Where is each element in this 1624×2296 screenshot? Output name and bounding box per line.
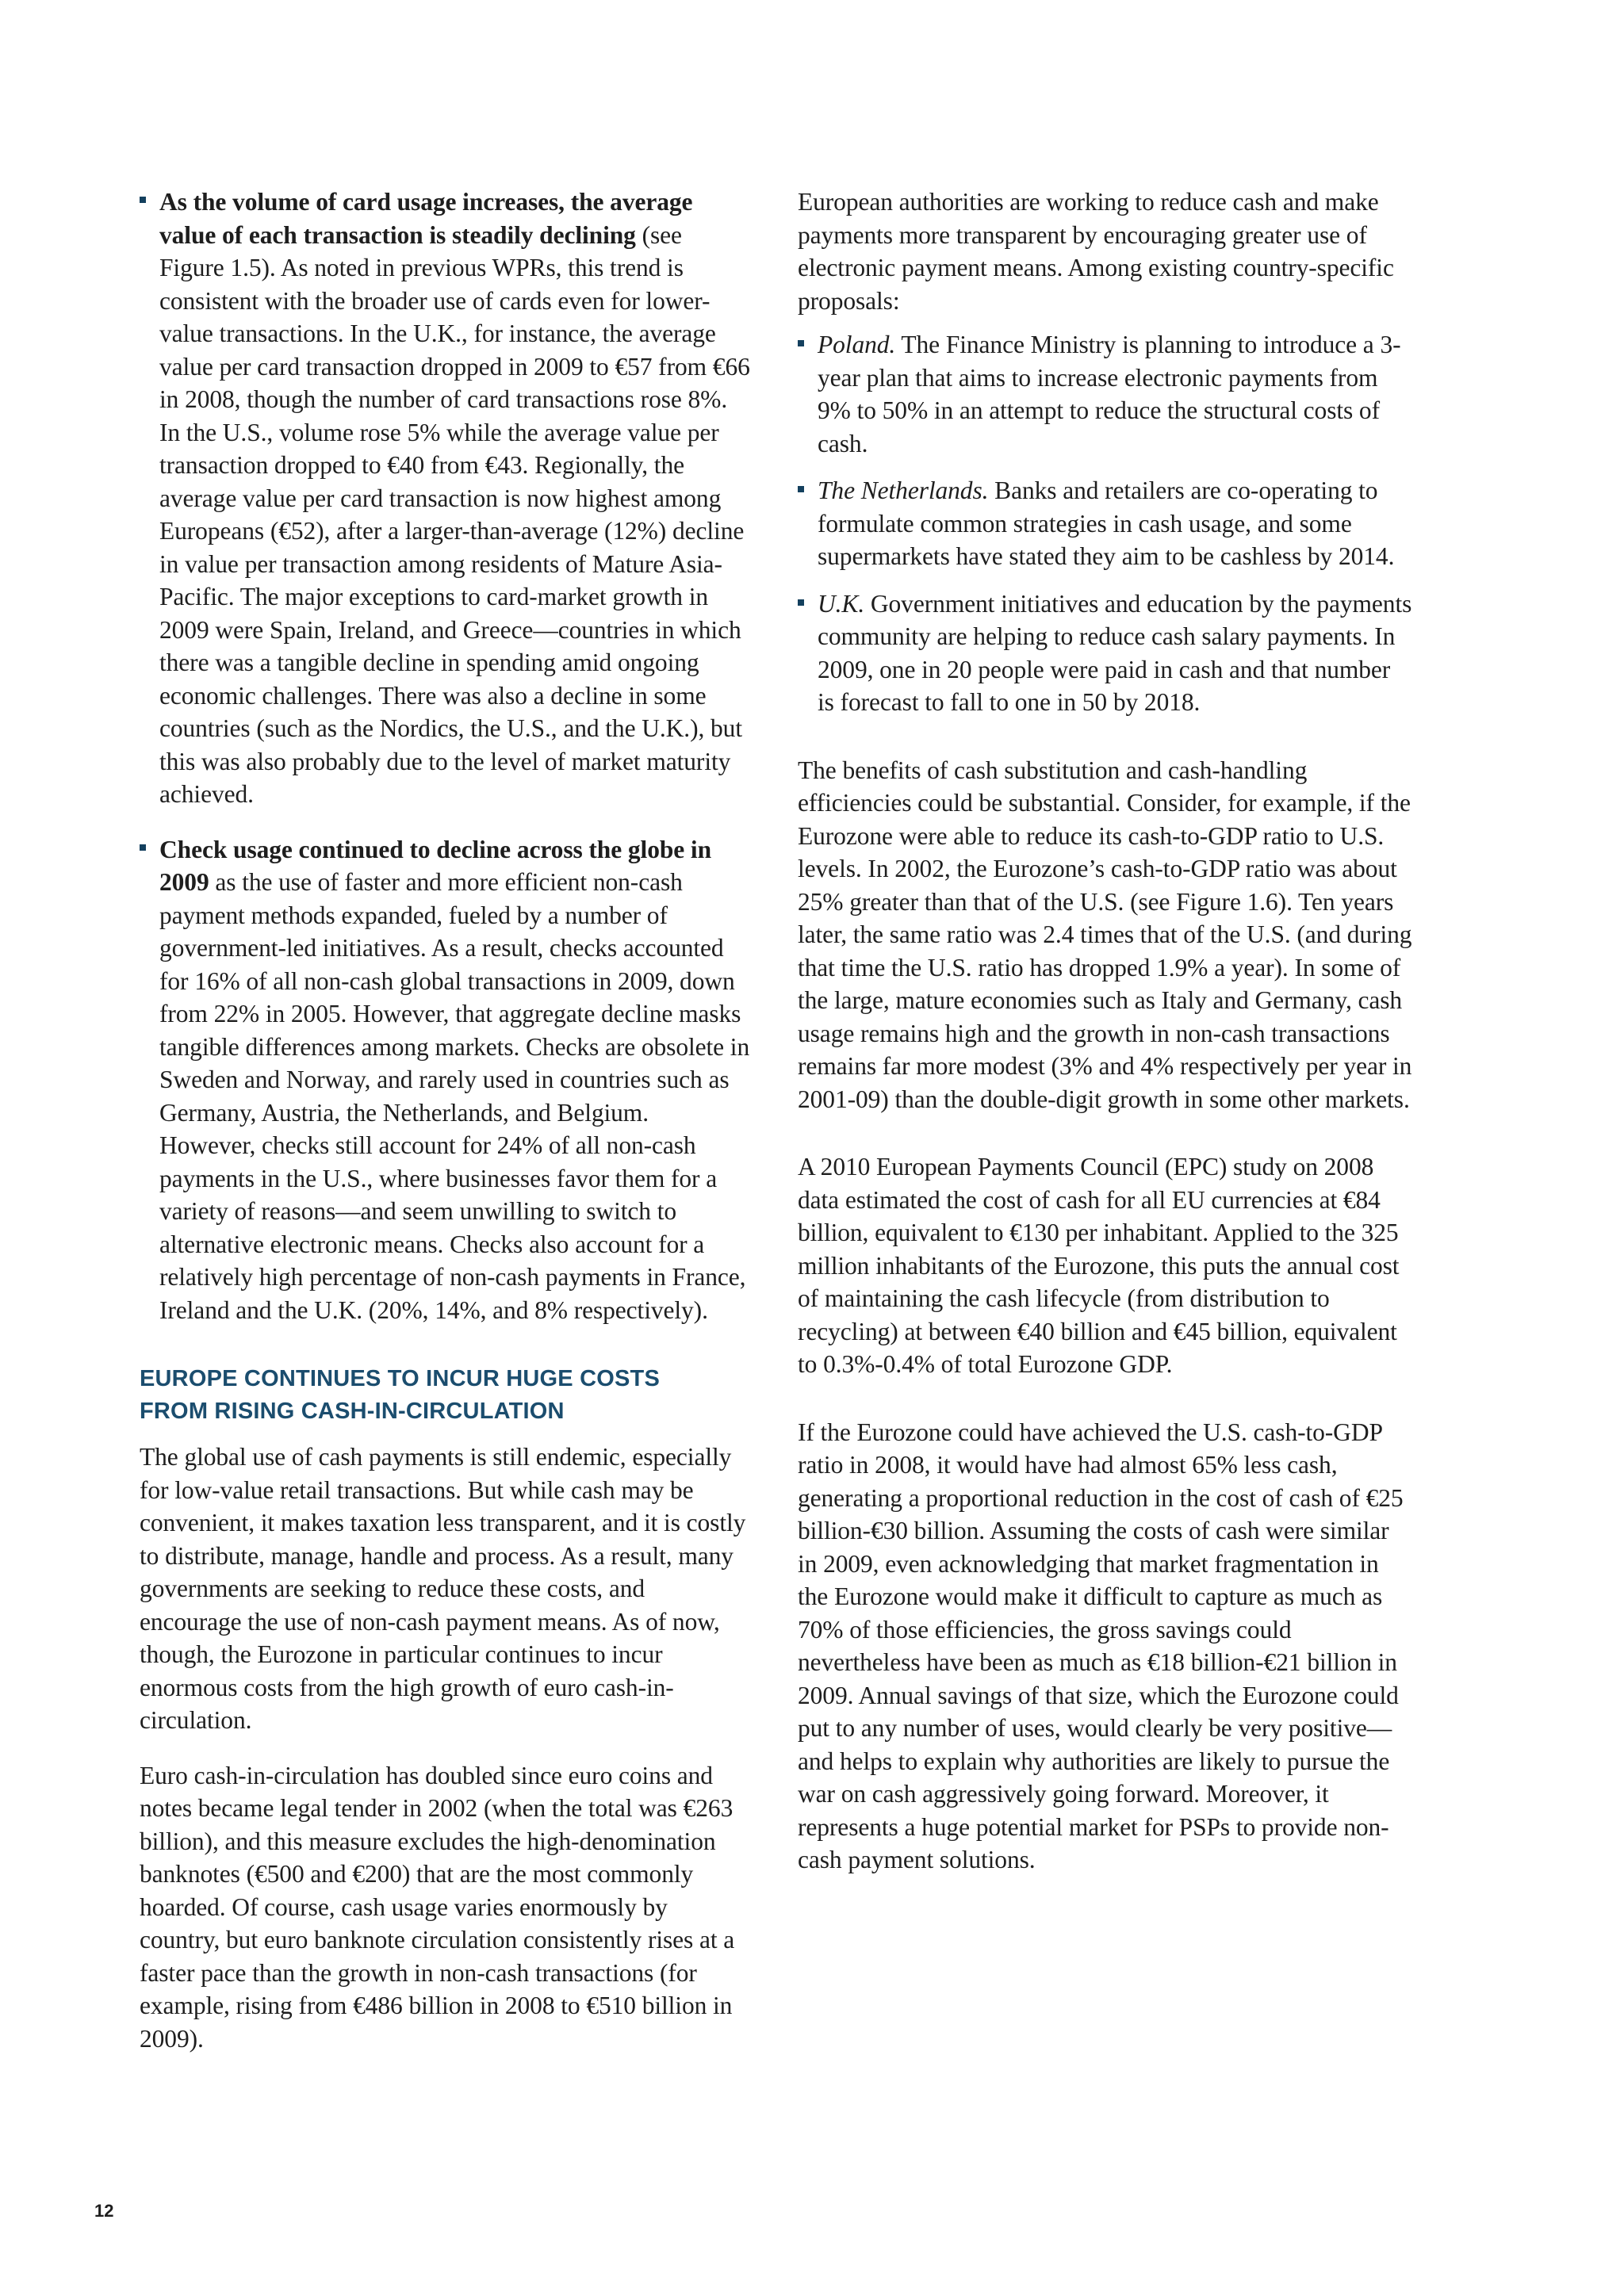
- bullet-text: Government initiatives and education by the payments community are helping to reduce cash salary payments. In 2009, one in 20 people were paid in cash and that number is forecast to fall to one in 50 by 2018.: [818, 589, 1412, 716]
- bullet-poland: [798, 328, 1412, 460]
- left-column: [140, 186, 750, 2077]
- bullet-marker: [798, 599, 804, 606]
- bullet-card-usage: [140, 186, 750, 811]
- bullet-check-usage: [140, 833, 750, 1327]
- bullet-country: Poland.: [818, 331, 896, 358]
- right-column: [798, 186, 1412, 1899]
- bullet-country: The Netherlands.: [818, 476, 989, 504]
- bullet-text: The Finance Ministry is planning to introduce a 3-year plan that aims to increase electronic payments from 9% to 50% in an attempt to reduce the structural costs of cash.: [818, 331, 1401, 457]
- bullet-lead: Check usage continued to decline across the globe in 2009: [159, 835, 711, 896]
- bullet-netherlands: [798, 474, 1412, 573]
- paragraph-eurozone-savings: If the Eurozone could have achieved the U.S. cash-to-GDP ratio in 2008, it would have had almost 65% less cash, generating a proportional reduction in the cost of cash of €25 billion-€30 billion. Assuming the costs of cash were similar in 2009, even acknowledging that market fragmentation in the Eurozone would make it difficult to capture as much as 70% of those efficiencies, the gross savings could nevertheless have been as much as €18 billion-€21 billion in 2009. Annual savings of that size, which the Eurozone could put to any number of uses, would clearly be very positive—and helps to explain why authorities are likely to pursue the war on cash aggressively going forward. Moreover, it represents a huge potential market for PSPs to provide non-cash payment solutions.: [798, 1418, 1404, 1873]
- bullet-marker: [798, 486, 804, 492]
- section-heading-line1: EUROPE CONTINUES TO INCUR HUGE COSTS: [140, 1366, 661, 1391]
- bullet-marker: [140, 197, 146, 203]
- bullet-text: Banks and retailers are co-operating to formulate common strategies in cash usage, and some supermarkets have stated they aim to be cashless by 2014.: [818, 476, 1395, 570]
- paragraph-euro-circulation: Euro cash-in-circulation has doubled since euro coins and notes became legal tender in 2002 (when the total was €263 billion), and this measure excludes the high-denomination banknotes (€500 and €200) that are the most commonly hoarded. Of course, cash usage varies enormously by country, but euro banknote circulation consistently rises at a faster pace than the growth in non-cash transactions (for example, rising from €486 billion in 2008 to €510 billion in 2009).: [140, 1761, 735, 2053]
- paragraph-european-authorities: European authorities are working to reduce cash and make payments more transparent by encouraging greater use of electronic payment means. Among existing country-specific proposals:: [798, 188, 1394, 315]
- bullet-marker: [140, 844, 146, 851]
- section-heading: [140, 1363, 750, 1428]
- bullet-text: as the use of faster and more efficient non-cash payment methods expanded, fueled by a number of government-led initiatives. As a result, checks accounted for 16% of all non-cash global transactions in 2009, down from 22% in 2005. However, that aggregate decline masks tangible differences among markets. Checks are obsolete in Sweden and Norway, and rarely used in countries such as Germany, Austria, the Netherlands, and Belgium. However, checks still account for 24% of all non-cash payments in the U.S., where businesses favor them for a variety of reasons—and seem unwilling to switch to alternative electronic means. Checks also account for a relatively high percentage of non-cash payments in France, Ireland and the U.K. (20%, 14%, and 8% respectively).: [159, 868, 750, 1324]
- section-heading-line2: FROM RISING CASH-IN-CIRCULATION: [140, 1399, 565, 1424]
- page-number: 12: [94, 2201, 114, 2221]
- bullet-marker: [798, 340, 804, 346]
- paragraph-epc-study: A 2010 European Payments Council (EPC) study on 2008 data estimated the cost of cash for all EU currencies at €84 billion, equivalent to €130 per inhabitant. Applied to the 325 million inhabitants of the Eurozone, this puts the annual cost of maintaining the cash lifecycle (from distribution to recycling) at between €40 billion and €45 billion, equivalent to 0.3%-0.4% of total Eurozone GDP.: [798, 1153, 1400, 1378]
- bullet-uk: [798, 587, 1412, 719]
- paragraph-cash-endemic: The global use of cash payments is still endemic, especially for low-value retail transactions. But while cash may be convenient, it makes taxation less transparent, and it is costly to distribute, manage, handle and process. As a result, many governments are seeking to reduce these costs, and encourage the use of non-cash payment means. As of now, though, the Eurozone in particular continues to incur enormous costs from the high growth of euro cash-in-circulation.: [140, 1443, 746, 1734]
- bullet-lead: As the volume of card usage increases, the average value of each transaction is steadily declining: [159, 188, 693, 249]
- bullet-text: (see Figure 1.5). As noted in previous WPRs, this trend is consistent with the broader use of cards even for lower-value transactions. In the U.K., for instance, the average value per card transaction dropped in 2009 to €57 from €66 in 2008, though the number of card transactions rose 8%. In the U.S., volume rose 5% while the average value per transaction dropped to €40 from €43. Regionally, the average value per card transaction is now highest among Europeans (€52), after a larger-than-average (12%) decline in value per transaction among residents of Mature Asia-Pacific. The major exceptions to card-market growth in 2009 were Spain, Ireland, and Greece—countries in which there was a tangible decline in spending amid ongoing economic challenges. There was also a decline in some countries (such as the Nordics, the U.S., and the U.K.), but this was also probably due to the level of market maturity achieved.: [159, 220, 750, 808]
- paragraph-cash-substitution: The benefits of cash substitution and cash-handling efficiencies could be substantial. Consider, for example, if the Eurozone were able to reduce its cash-to-GDP ratio to U.S. levels. In 2002, the Eurozone’s cash-to-GDP ratio was about 25% greater than that of the U.S. (see Figure 1.6). Ten years later, the same ratio was 2.4 times that of the U.S. (and during that time the U.S. ratio has dropped 1.9% a year). In some of the large, mature economies such as Italy and Germany, cash usage remains high and the growth in non-cash transactions remains far more modest (3% and 4% respectively per year in 2001-09) than the double-digit growth in some other markets.: [798, 756, 1412, 1113]
- bullet-country: U.K.: [818, 589, 865, 618]
